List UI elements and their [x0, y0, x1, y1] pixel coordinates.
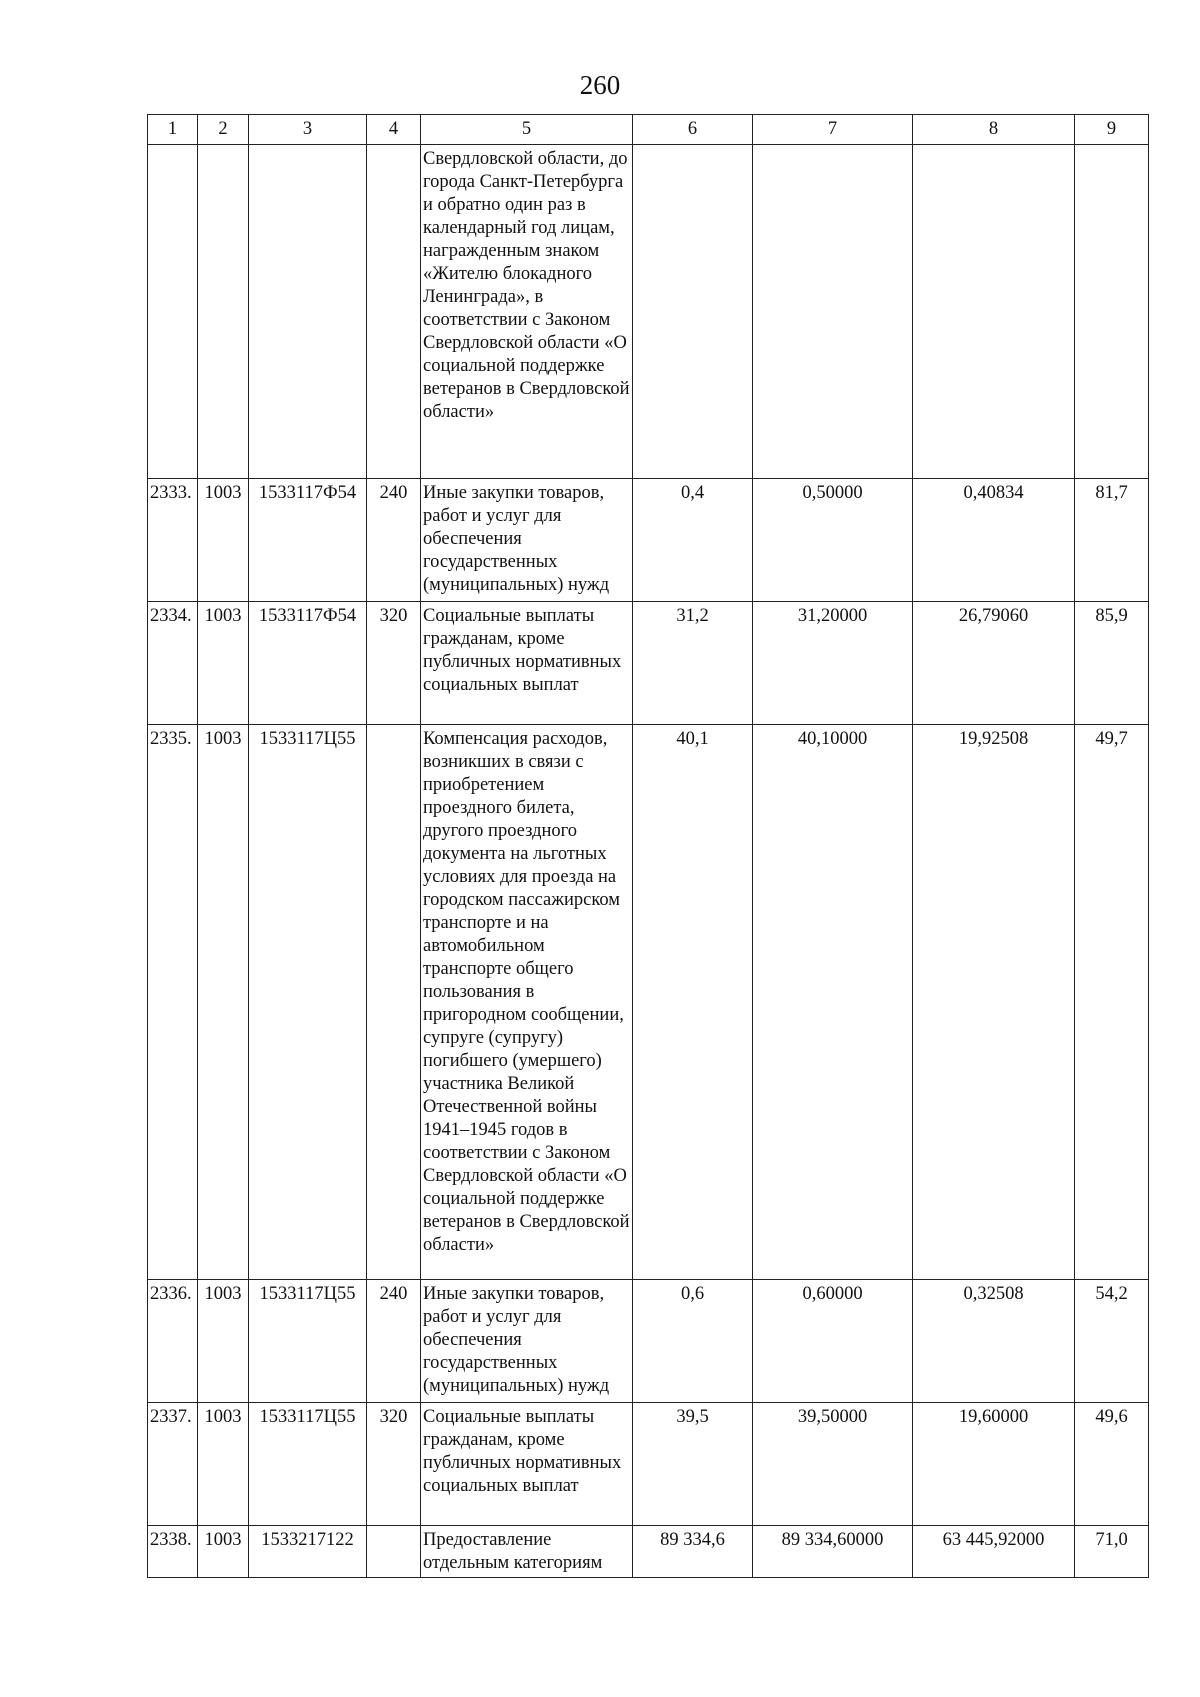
value-col-8: 0,32508 — [913, 1280, 1075, 1403]
table-row — [148, 1403, 1149, 1526]
value-col-6: 0,4 — [633, 479, 753, 602]
header-cell: 3 — [249, 115, 367, 145]
target-article-code — [249, 145, 367, 479]
value-col-7: 40,10000 — [753, 725, 913, 1280]
value-col-8 — [913, 145, 1075, 479]
description: Свердловской области, до города Санкт-Петербурга и обратно один раз в календарный год лицам, награжденным знаком «Жителю блокадного Ленинграда», в соответствии с Законом Свердловской области «О социальной поддержке ветеранов в Свердловской области» — [421, 145, 633, 479]
expense-type-code: 320 — [367, 1403, 421, 1526]
value-col-8: 0,40834 — [913, 479, 1075, 602]
header-row — [148, 115, 1149, 145]
header-cell: 5 — [421, 115, 633, 145]
header-cell: 4 — [367, 115, 421, 145]
value-col-9: 49,6 — [1075, 1403, 1149, 1526]
target-article-code: 1533117Ц55 — [249, 1403, 367, 1526]
value-col-6: 89 334,6 — [633, 1526, 753, 1578]
section-code: 1003 — [198, 1526, 249, 1578]
value-col-9: 71,0 — [1075, 1526, 1149, 1578]
section-code: 1003 — [198, 602, 249, 725]
header-cell: 7 — [753, 115, 913, 145]
target-article-code: 1533117Ц55 — [249, 725, 367, 1280]
row-number: 2335. — [148, 725, 198, 1280]
header-cell: 2 — [198, 115, 249, 145]
row-number: 2334. — [148, 602, 198, 725]
value-col-7: 31,20000 — [753, 602, 913, 725]
value-col-6: 0,6 — [633, 1280, 753, 1403]
expense-type-code — [367, 1526, 421, 1578]
row-number — [148, 145, 198, 479]
budget-table — [147, 114, 1149, 1578]
value-col-6: 31,2 — [633, 602, 753, 725]
header-cell: 6 — [633, 115, 753, 145]
value-col-6: 40,1 — [633, 725, 753, 1280]
row-number: 2336. — [148, 1280, 198, 1403]
value-col-7: 0,60000 — [753, 1280, 913, 1403]
value-col-8: 63 445,92000 — [913, 1526, 1075, 1578]
row-number: 2338. — [148, 1526, 198, 1578]
target-article-code: 1533117Ф54 — [249, 602, 367, 725]
table-row — [148, 145, 1149, 479]
description: Социальные выплаты гражданам, кроме публичных нормативных социальных выплат — [421, 602, 633, 725]
value-col-9: 85,9 — [1075, 602, 1149, 725]
description: Социальные выплаты гражданам, кроме публичных нормативных социальных выплат — [421, 1403, 633, 1526]
section-code: 1003 — [198, 1403, 249, 1526]
section-code: 1003 — [198, 725, 249, 1280]
expense-type-code: 320 — [367, 602, 421, 725]
value-col-7: 39,50000 — [753, 1403, 913, 1526]
description: Иные закупки товаров, работ и услуг для обеспечения государственных (муниципальных) нужд — [421, 1280, 633, 1403]
row-number: 2337. — [148, 1403, 198, 1526]
section-code: 1003 — [198, 479, 249, 602]
value-col-9: 54,2 — [1075, 1280, 1149, 1403]
value-col-9: 49,7 — [1075, 725, 1149, 1280]
expense-type-code: 240 — [367, 1280, 421, 1403]
value-col-7: 89 334,60000 — [753, 1526, 913, 1578]
value-col-9 — [1075, 145, 1149, 479]
table-row — [148, 725, 1149, 1280]
value-col-8: 26,79060 — [913, 602, 1075, 725]
value-col-7: 0,50000 — [753, 479, 913, 602]
section-code — [198, 145, 249, 479]
expense-type-code — [367, 145, 421, 479]
header-cell: 1 — [148, 115, 198, 145]
header-cell: 8 — [913, 115, 1075, 145]
target-article-code: 1533217122 — [249, 1526, 367, 1578]
header-cell: 9 — [1075, 115, 1149, 145]
target-article-code: 1533117Ф54 — [249, 479, 367, 602]
table-row — [148, 1280, 1149, 1403]
value-col-6 — [633, 145, 753, 479]
value-col-7 — [753, 145, 913, 479]
section-code: 1003 — [198, 1280, 249, 1403]
description: Предоставление отдельным категориям — [421, 1526, 633, 1578]
expense-type-code — [367, 725, 421, 1280]
value-col-8: 19,60000 — [913, 1403, 1075, 1526]
description: Иные закупки товаров, работ и услуг для обеспечения государственных (муниципальных) нужд — [421, 479, 633, 602]
value-col-6: 39,5 — [633, 1403, 753, 1526]
page-number: 260 — [579, 70, 621, 100]
table-row — [148, 479, 1149, 602]
table-row — [148, 602, 1149, 725]
target-article-code: 1533117Ц55 — [249, 1280, 367, 1403]
description: Компенсация расходов, возникших в связи с приобретением проездного билета, другого проездного документа на льготных условиях для проезда на городском пассажирском транспорте и на автомобильном транспорте общего пользования в пригородном сообщении, супруге (супругу) погибшего (умершего) участника Великой Отечественной войны 1941–1945 годов в соответствии с Законом Свердловской области «О социальной поддержке ветеранов в Свердловской области» — [421, 725, 633, 1280]
value-col-8: 19,92508 — [913, 725, 1075, 1280]
table-row — [148, 1526, 1149, 1578]
row-number: 2333. — [148, 479, 198, 602]
value-col-9: 81,7 — [1075, 479, 1149, 602]
expense-type-code: 240 — [367, 479, 421, 602]
